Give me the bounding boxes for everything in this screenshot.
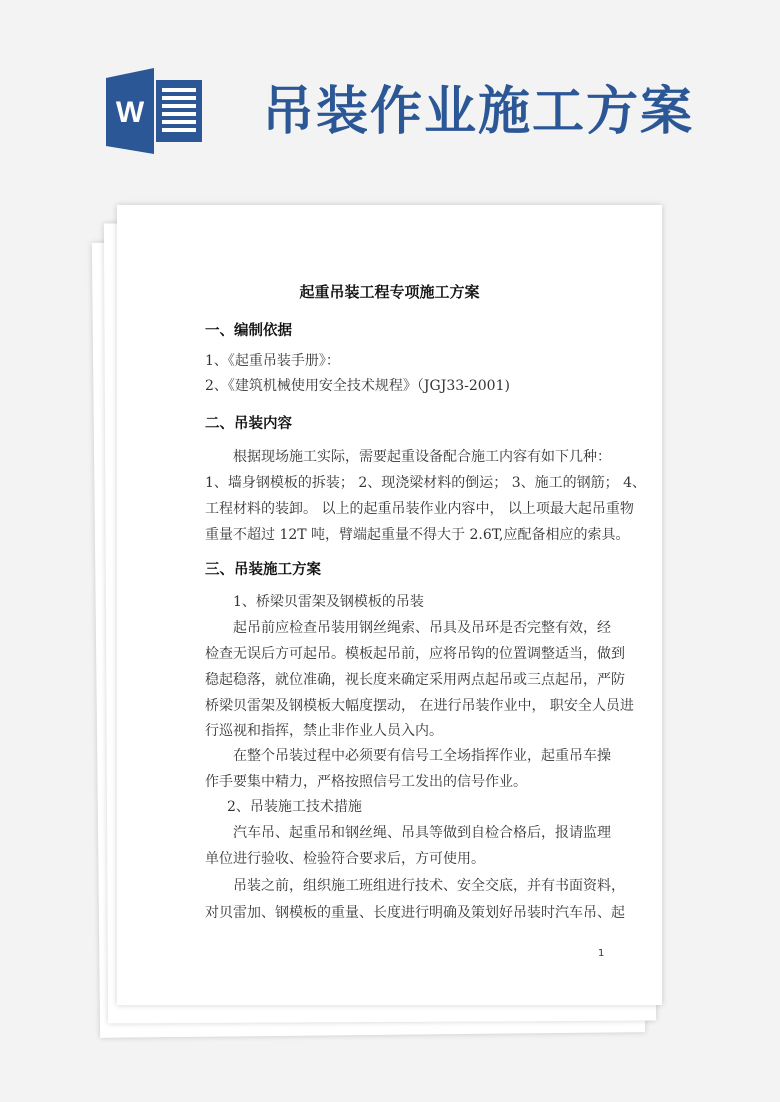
section-heading: 三、吊装施工方案 bbox=[205, 562, 321, 578]
text-line: 工程材料的装卸。 以上的起重吊装作业内容中， 以上项最大起吊重物 bbox=[205, 501, 634, 517]
text-line: 1、墙身钢模板的拆装； 2、现浇梁材料的倒运； 3、施工的钢筋； 4、 bbox=[205, 475, 646, 491]
text-line: 作手要集中精力，严格按照信号工发出的信号作业。 bbox=[205, 774, 527, 790]
subheading: 1、桥梁贝雷架及钢模板的吊装 bbox=[233, 594, 424, 610]
text-line: 吊装之前，组织施工班组进行技术、安全交底，并有书面资料， bbox=[233, 878, 625, 894]
section-heading: 二、吊装内容 bbox=[205, 416, 292, 432]
document-page bbox=[117, 205, 662, 1005]
text-line: 桥梁贝雷架及钢模板大幅度摆动， 在进行吊装作业中， 职安全人员进 bbox=[205, 698, 634, 714]
text-line: 1、《起重吊装手册》： bbox=[205, 353, 340, 369]
text-line: 重量不超过 12T 吨，臂端起重量不得大于 2.6T,应配备相应的索具。 bbox=[205, 527, 630, 543]
text-line: 在整个吊装过程中必须要有信号工全场指挥作业，起重吊车操 bbox=[233, 748, 611, 764]
text-line: 检查无误后方可起吊。模板起吊前，应将吊钩的位置调整适当，做到 bbox=[205, 646, 625, 662]
text-line: 稳起稳落，就位准确，视长度来确定采用两点起吊或三点起吊，严防 bbox=[205, 672, 625, 688]
text-line: 起吊前应检查吊装用钢丝绳索、吊具及吊环是否完整有效，经 bbox=[233, 620, 611, 636]
word-logo-icon bbox=[106, 68, 202, 154]
text-line: 对贝雷加、钢模板的重量、长度进行明确及策划好吊装时汽车吊、起 bbox=[205, 905, 625, 921]
svg-text:W: W bbox=[115, 96, 145, 129]
subheading: 2、吊装施工技术措施 bbox=[227, 799, 362, 815]
page-number: 1 bbox=[598, 948, 605, 959]
text-line: 根据现场施工实际，需要起重设备配合施工内容有如下几种： bbox=[233, 449, 611, 465]
section-heading: 一、编制依据 bbox=[205, 323, 292, 339]
banner-title: 吊装作业施工方案 bbox=[262, 81, 695, 142]
text-line: 2、《建筑机械使用安全技术规程》（JGJ33-2001) bbox=[205, 378, 510, 394]
text-line: 行巡视和指挥，禁止非作业人员入内。 bbox=[205, 723, 443, 739]
text-line: 汽车吊、起重吊和钢丝绳、吊具等做到自检合格后，报请监理 bbox=[233, 825, 611, 841]
document-title: 起重吊装工程专项施工方案 bbox=[299, 283, 480, 301]
text-line: 单位进行验收、检验符合要求后，方可使用。 bbox=[205, 851, 485, 867]
